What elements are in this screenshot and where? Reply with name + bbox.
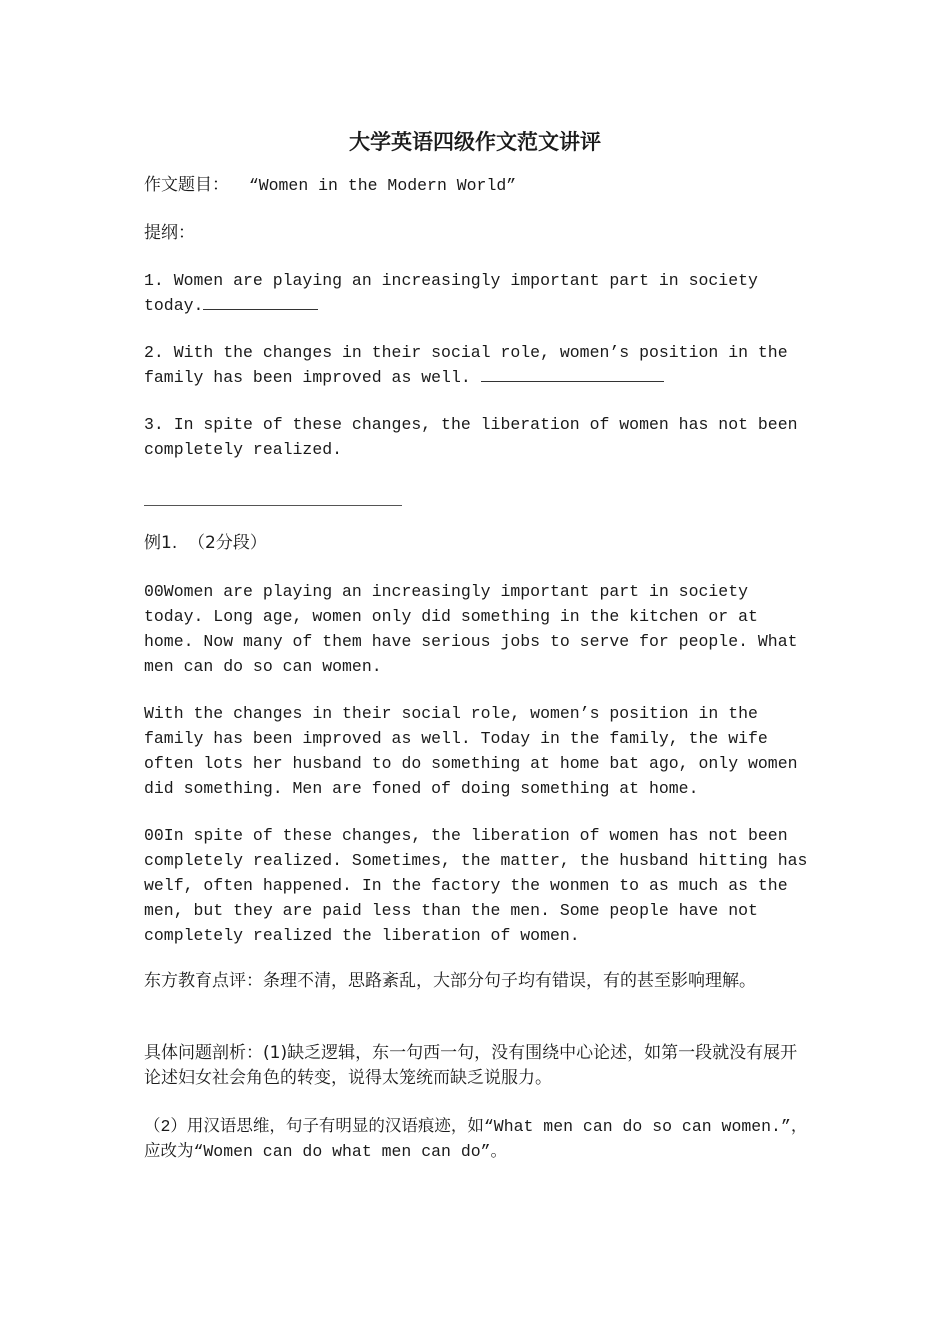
- topic-value: “Women in the Modern World”: [248, 176, 517, 195]
- example-paragraph-1: 00Women are playing an increasingly important part in society today. Long age, women only did something in the kitchen or at home. Now many of them have serious jobs to serve for people. What men can do so can women.: [144, 582, 808, 676]
- document-title: 大学英语四级作文范文讲评: [349, 130, 601, 154]
- outline-item-3: 3. In spite of these changes, the liberation of women has not been completely realized.: [144, 415, 808, 459]
- review-analysis-1: 具体问题剖析：(1)缺乏逻辑，东一句西一句，没有围绕中心论述，如第一段就没有展开论述妇女社会角色的转变，说得太笼统而缺乏说服力。: [144, 1043, 798, 1088]
- answer-blank: [203, 295, 318, 310]
- outline-item-1: [144, 268, 814, 318]
- example-paragraph-2: With the changes in their social role, women’s position in the family has been improved as well. Today in the family, the wife often lots her husband to do something at home bat ago, only women did something. Men are foned of doing something at home.: [144, 704, 808, 798]
- outline-item-2-text: 2. With the changes in their social role, women’s position in the family has been improved as well.: [144, 343, 798, 387]
- outline-item-2: [144, 340, 814, 390]
- section-divider: [144, 505, 402, 506]
- outline-item-1-text: 1. Women are playing an increasingly important part in society today.: [144, 271, 768, 315]
- example-paragraph-3: 00In spite of these changes, the liberation of women has not been completely realized. Sometimes, the matter, the husband hitting has welf, often happened. In the factory the wonmen to as much as the men, but they are paid less than the men. Some people have not completely realized the liberation of women.: [144, 826, 818, 945]
- review-analysis-2: （2）用汉语思维，句子有明显的汉语痕迹，如“What men can do so can women.”，应改为“Women can do what men can do”。: [144, 1117, 808, 1161]
- topic-label: 作文题目：: [144, 175, 229, 195]
- outline-label: 提纲：: [144, 223, 195, 243]
- example-label: 例1. （2分段）: [144, 533, 267, 553]
- review-comment: 东方教育点评：条理不清，思路紊乱，大部分句子均有错误，有的甚至影响理解。: [144, 971, 756, 991]
- topic-line: [144, 173, 814, 198]
- answer-blank: [481, 367, 664, 382]
